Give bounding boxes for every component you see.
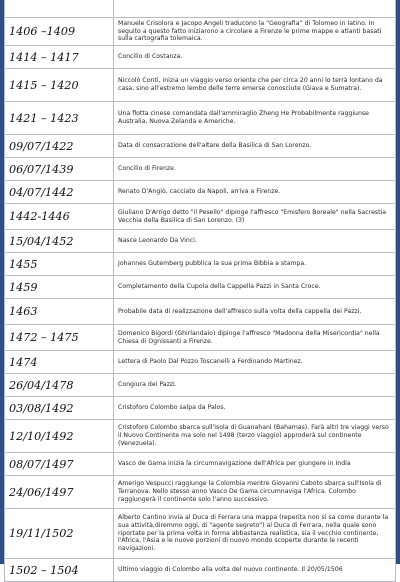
event-description: Johannes Gutemberg pubblica la sua prima Bibbia a stampa. [114, 253, 396, 276]
event-date: 1459 [5, 276, 114, 299]
event-date: 03/08/1492 [5, 397, 114, 420]
event-description: Cristoforo Colombo salpa da Palos. [114, 397, 396, 420]
event-date: 1502 – 1504 [5, 559, 114, 582]
event-description: Concilio di Costanza. [114, 46, 396, 69]
event-date: 19/11/1502 [5, 509, 114, 559]
event-description: Niccolò Conti, inizia un viaggio verso oriente che per circa 20 anni lo terrà lontano da casa, sino all'estremo lembo delle terre emerse conosciute (Giava e Sumatra). [114, 69, 396, 102]
event-description: Vasco de Gama inizia la circumnavigazione dell'Africa per giungere in India [114, 453, 396, 476]
table-row [5, 299, 396, 325]
event-description: Alberto Cantino invia al Duca di Ferrara una mappa (reperita non si sa come durante la sua attività,diremmo oggi, di "agente segreto") al Duca di Ferrara, nella quale sono riportate per la prima volta in forma abbastanza realistica, sia il vecchio continente, l'Africa, l'Asia e le nuove porzioni di nuovo mondo scoperte durante le recenti navigazioni. [114, 509, 396, 559]
event-date: 08/07/1497 [5, 453, 114, 476]
table-row [5, 204, 396, 230]
event-date: 12/10/1492 [5, 420, 114, 453]
table-row [5, 158, 396, 181]
event-date: 1414 – 1417 [5, 46, 114, 69]
event-date: 15/04/1452 [5, 230, 114, 253]
event-description: Manuele Crisolora e Jacopo Angeli traducono la “Geografia” di Tolomeo in latino. In seguito a questo fatto iniziarono a circolare a Firenze le prime mappe e atlanti basati sulla cartografia tolemaica. [114, 18, 396, 46]
event-date: 24/06/1497 [5, 476, 114, 509]
table-row [5, 374, 396, 397]
table-row [5, 230, 396, 253]
table-row [5, 509, 396, 559]
table-row [5, 102, 396, 135]
event-date: 1455 [5, 253, 114, 276]
event-date: 1474 [5, 351, 114, 374]
event-description: Giuliano D'Arrigo detto "il Pesello" dipinge l'affresco "Emisfero Boreale" nella Sacrestia Vecchia della Basilica di San Lorenzo. (3) [114, 204, 396, 230]
event-date: 1421 – 1423 [5, 102, 114, 135]
event-date: 26/04/1478 [5, 374, 114, 397]
event-date: 1442-1446 [5, 204, 114, 230]
table-row [5, 46, 396, 69]
table-row [5, 0, 396, 18]
event-description: Nasce Leonardo Da Vinci. [114, 230, 396, 253]
event-description: Amerigo Vespucci raggiunge la Colombia mentre Giovanni Caboto sbarca sull'Isola di Terranova. Nello stesso anno Vasco De Gama circumnaviga l'Africa. Colombo raggiungerà il continente solo l'anno successivo. [114, 476, 396, 509]
table-row [5, 135, 396, 158]
event-description: Ultimo viaggio di Colombo alla volta del nuovo continente. Il 20/05/1506 [114, 559, 396, 582]
table-row [5, 253, 396, 276]
table-row [5, 18, 396, 46]
timeline-table [4, 0, 396, 582]
event-date: 1406 –1409 [5, 18, 114, 46]
table-row [5, 69, 396, 102]
event-date: 06/07/1439 [5, 158, 114, 181]
event-description: Lettera di Paolo Dal Pozzo Toscanelli a Ferdinando Martinez. [114, 351, 396, 374]
event-description: Completamento della Cupola della Cappella Pazzi in Santa Croce. [114, 276, 396, 299]
table-row [5, 276, 396, 299]
event-date: 1463 [5, 299, 114, 325]
event-description: Concilio di Firenze. [114, 158, 396, 181]
table-row [5, 420, 396, 453]
event-description: Congiura dei Pazzi. [114, 374, 396, 397]
table-row [5, 476, 396, 509]
event-description: Domenico Bigordi (Ghirlandaio) dipinge l'affresco "Madonna della Misericordia" nella Chiesa di Ognissanti a Firenze. [114, 325, 396, 351]
table-row [5, 325, 396, 351]
table-row [5, 559, 396, 582]
event-date: 1415 – 1420 [5, 69, 114, 102]
event-description: Renato D'Angiò, cacciato da Napoli, arriva a Firenze. [114, 181, 396, 204]
event-description: Data di consacrazione dell'altare della Basilica di San Lorenzo. [114, 135, 396, 158]
table-row [5, 397, 396, 420]
event-description: Probabile data di realizzazione dell'affresco sulla volta della cappella dei Pazzi. [114, 299, 396, 325]
table-row [5, 351, 396, 374]
event-description: Una flotta cinese comandata dall'ammiraglio Zheng He Probabilmente raggiunse Australia, Nuova Zelanda e Americhe. [114, 102, 396, 135]
event-date: 1472 – 1475 [5, 325, 114, 351]
event-description: Cristoforo Colombo sbarca sull'isola di Guanahani (Bahamas). Farà altri tre viaggi verso il Nuovo Continente ma solo nel 1498 (terzo viaggio) approderà sul continente (Venezuela). [114, 420, 396, 453]
table-row [5, 181, 396, 204]
table-row [5, 453, 396, 476]
event-date: 04/07/1442 [5, 181, 114, 204]
event-date [5, 0, 114, 18]
event-description [114, 0, 396, 18]
event-date: 09/07/1422 [5, 135, 114, 158]
